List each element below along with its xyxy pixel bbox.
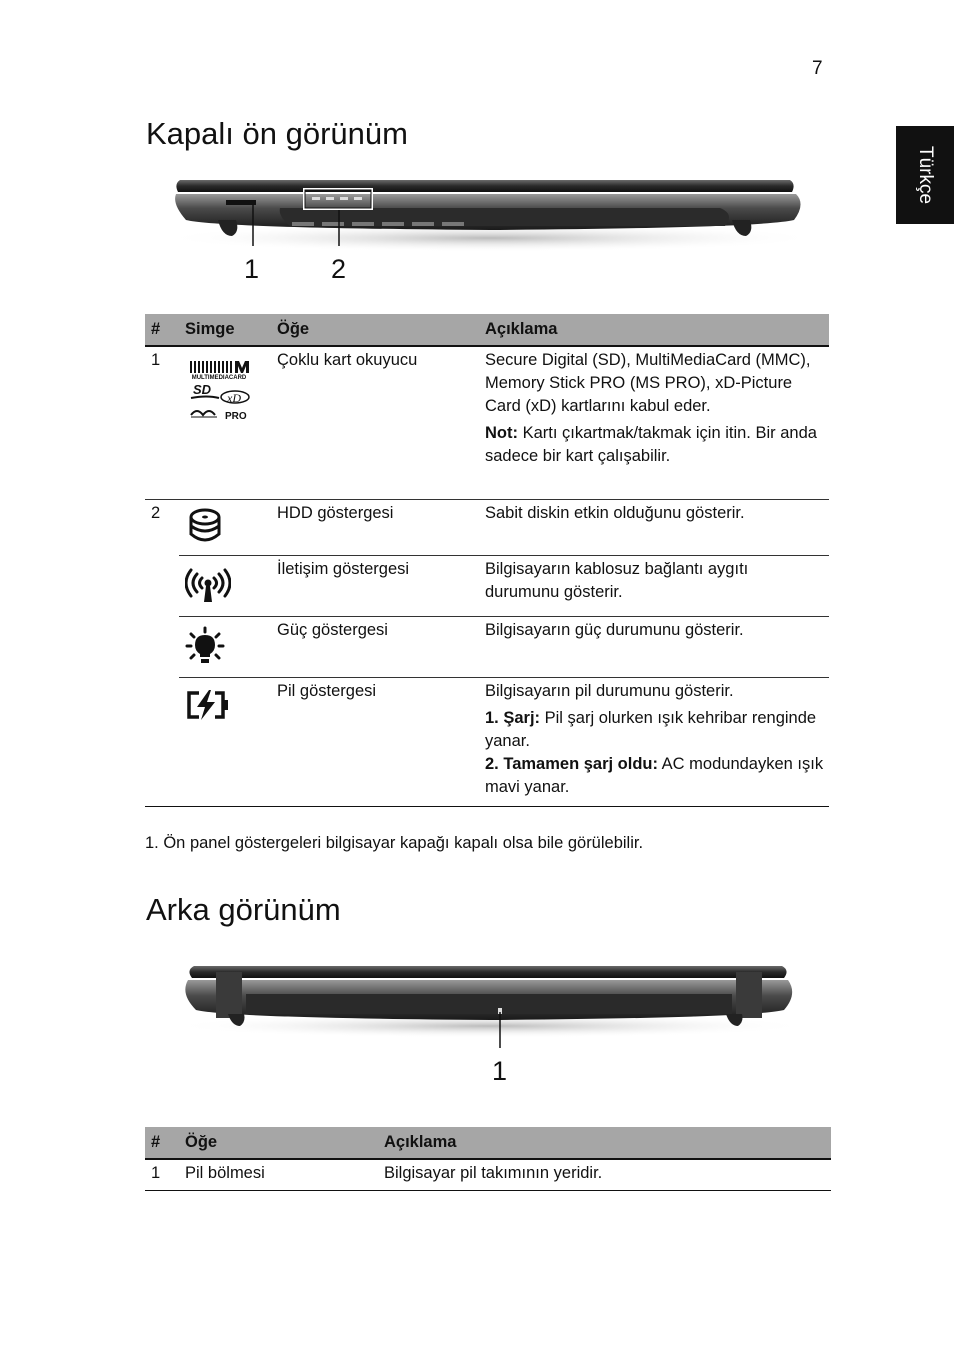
- front-view-heading: Kapalı ön görünüm: [146, 116, 408, 151]
- description-text: Bilgisayarın pil durumunu gösterir.: [485, 682, 734, 700]
- header-description: Açıklama: [479, 314, 829, 346]
- table-row: [145, 500, 829, 556]
- header-item: Öğe: [179, 1127, 378, 1159]
- sd-logo-text: SD: [193, 382, 212, 397]
- row-description: [479, 346, 829, 500]
- mmc-logo-text: MULTIMEDIACARD: [191, 375, 247, 381]
- status-charged-label: 2. Tamamen şarj oldu:: [485, 755, 658, 773]
- description-text: Secure Digital (SD), MultiMediaCard (MMC), Memory Stick PRO (MS PRO), xD-Picture Card (xD) kartlarını kabul eder.: [485, 351, 811, 415]
- rear-callout-1: 1: [492, 1056, 508, 1086]
- note-text: Kartı çıkartmak/takmak için itin. Bir anda sadece bir kart çalışabilir.: [485, 424, 817, 465]
- page-number: 7: [812, 58, 823, 79]
- row-num: [145, 556, 179, 617]
- row-item: İletişim göstergesi: [271, 556, 479, 617]
- row-num: 1: [145, 346, 179, 500]
- table-row: [145, 1159, 831, 1191]
- header-description: Açıklama: [378, 1127, 831, 1159]
- row-description: Bilgisayarın kablosuz bağlantı aygıtı durumunu gösterir.: [479, 556, 829, 617]
- row-item: Pil göstergesi: [271, 678, 479, 807]
- row-item: Güç göstergesi: [271, 617, 479, 678]
- power-light-icon: [185, 626, 225, 666]
- row-item: Çoklu kart okuyucu: [271, 346, 479, 500]
- header-item: Öğe: [271, 314, 479, 346]
- row-description: Sabit diskin etkin olduğunu gösterir.: [479, 500, 829, 556]
- description-note: [485, 422, 825, 468]
- card-reader-logos-icon: [185, 357, 255, 423]
- row-num: 1: [145, 1159, 179, 1191]
- row-icon-cell: [179, 678, 271, 807]
- status-charging-label: 1. Şarj:: [485, 709, 541, 727]
- row-icon-cell: [179, 346, 271, 500]
- row-icon-cell: [179, 617, 271, 678]
- rear-view-heading: Arka görünüm: [146, 892, 341, 927]
- row-num: 2: [151, 504, 161, 522]
- header-num: #: [145, 1127, 179, 1159]
- language-tab-label: Türkçe: [915, 145, 936, 205]
- row-item: HDD göstergesi: [271, 500, 479, 556]
- row-icon-cell: [179, 500, 271, 556]
- row-description: Bilgisayar pil takımının yeridir.: [378, 1159, 831, 1191]
- wireless-icon: [185, 568, 231, 604]
- xd-logo-text: xD: [227, 391, 241, 405]
- laptop-rear-illustration: [170, 958, 810, 1048]
- header-num: #: [145, 314, 179, 346]
- hdd-icon: [185, 506, 225, 546]
- row-num: [145, 617, 179, 678]
- pro-logo-text: PRO: [225, 411, 247, 422]
- callout-1: 1: [244, 254, 260, 284]
- note-label: Not:: [485, 424, 518, 442]
- table-row: [145, 556, 829, 617]
- row-num: [145, 678, 179, 807]
- table-header-row: [145, 314, 829, 346]
- table-row: [145, 617, 829, 678]
- front-view-table: [145, 314, 829, 807]
- status-charging: [485, 707, 825, 753]
- row-item: Pil bölmesi: [179, 1159, 378, 1191]
- row-description: [479, 678, 829, 807]
- table-row: [145, 678, 829, 807]
- table-row: [145, 346, 829, 500]
- status-charging-text: Pil şarj olurken ışık kehribar renginde yanar.: [485, 709, 817, 750]
- battery-charge-icon: [185, 690, 231, 720]
- language-tab: [896, 126, 954, 224]
- table-header-row: [145, 1127, 831, 1159]
- row-icon-cell: [179, 556, 271, 617]
- status-charged-text: AC modundayken ışık mavi yanar.: [485, 755, 824, 796]
- footnote: 1. Ön panel göstergeleri bilgisayar kapağı kapalı olsa bile görülebilir.: [145, 834, 644, 852]
- status-charged: [485, 753, 825, 799]
- callout-2: 2: [331, 254, 347, 284]
- row-description: Bilgisayarın güç durumunu gösterir.: [479, 617, 829, 678]
- laptop-front-illustration: [160, 170, 820, 260]
- header-icon: Simge: [179, 314, 271, 346]
- rear-view-table: [145, 1127, 831, 1191]
